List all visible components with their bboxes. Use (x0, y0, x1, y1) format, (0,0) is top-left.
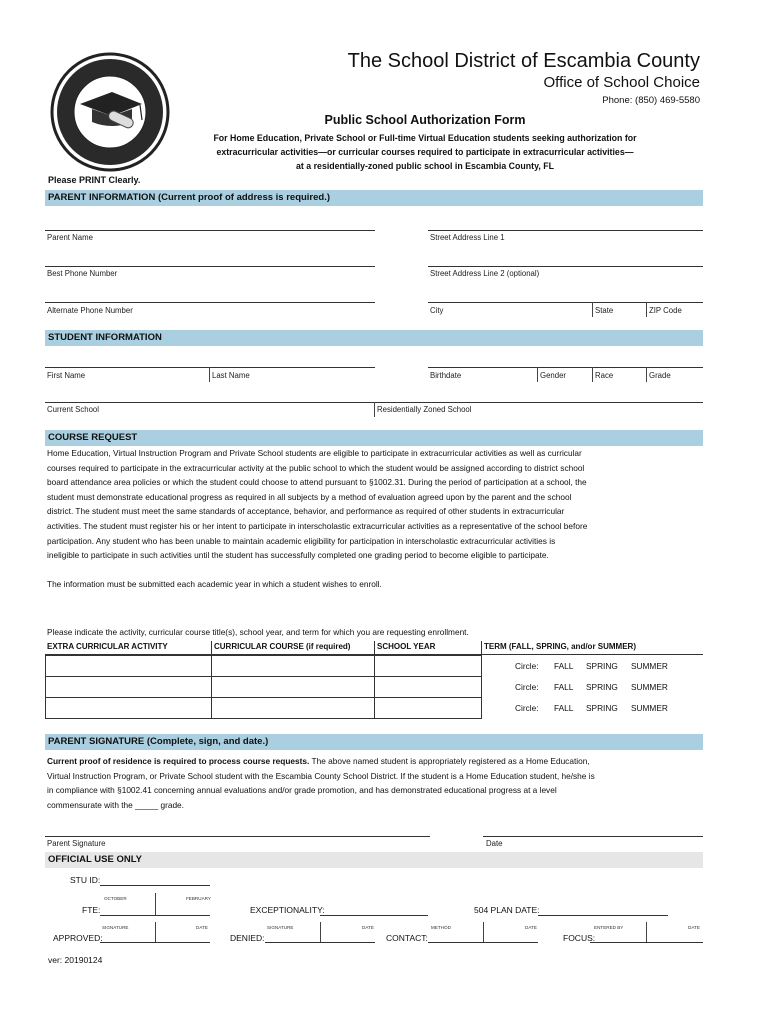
focus-label: FOCUS: (563, 933, 596, 943)
fte-divider (155, 893, 156, 915)
street1-field[interactable] (428, 230, 703, 231)
plan504-field[interactable] (538, 915, 668, 916)
grade-divider (646, 367, 647, 382)
contact-field[interactable] (428, 942, 538, 943)
parent-info-heading: PARENT INFORMATION (Current proof of address is required.) (45, 190, 703, 206)
print-note: Please PRINT Clearly. (48, 175, 141, 185)
row2-term-cell[interactable] (481, 676, 703, 698)
stu-id-field[interactable] (100, 885, 210, 886)
office-phone: Phone: (850) 469-5580 (602, 95, 700, 106)
row3-year-cell[interactable] (374, 697, 482, 719)
row1-term-cell[interactable] (481, 655, 703, 677)
gender-label: Gender (540, 371, 567, 380)
office-title: Office of School Choice (543, 74, 700, 91)
parent-name-field[interactable] (45, 230, 375, 231)
approved-date-small: DATE (196, 925, 208, 930)
row1-summer-option[interactable]: SUMMER (631, 661, 668, 671)
row3-spring-option[interactable]: SPRING (586, 703, 618, 713)
district-seal-logo (50, 52, 170, 172)
signature-heading: PARENT SIGNATURE (Complete, sign, and date.) (45, 734, 703, 750)
course-request-paragraph: Home Education, Virtual Instruction Program and Private School students are eligible to participate in extracurricular activities as well as curricular courses required to participate in the extracurricular activity at the public school to which the student would be assigned according to district school board attendance area policies or which the student could choose to attend pursuant to §1002.31. During the period of participation at a school, the student must demonstrate educational progress as required in all subjects by a method of evaluation agreed upon by the parent and the school district. The student must meet the same standards of acceptance, behavior, and performance as required of other students in extracurricular activities. The student must register his or her intent to participate in interscholastic extracurricular activities as a representative of the school before participation. Any student who has been unable to maintain academic eligibility for participation in interscholastic extracurricular activities is ineligible to participate in such activities until the student has successfully completed one grading period to become eligible to participate. (47, 448, 588, 561)
plan504-label: 504 PLAN DATE: (474, 905, 540, 915)
date-field[interactable] (483, 836, 703, 837)
row1-activity-cell[interactable] (45, 655, 212, 677)
row2-fall-option[interactable]: FALL (554, 682, 574, 692)
february-label: FEBRUARY (186, 896, 211, 901)
city-label: City (430, 306, 444, 315)
row1-circle-label: Circle: (515, 661, 539, 671)
last-name-label: Last Name (212, 371, 250, 380)
state-divider (592, 302, 593, 317)
row2-summer-option[interactable]: SUMMER (631, 682, 668, 692)
exceptionality-label: EXCEPTIONALITY: (250, 905, 325, 915)
form-subtitle: For Home Education, Private School or Full-time Virtual Education students seeking authorization for extracurricular activities—or curricular courses required to participate in extracurricular activities— at a residentially-zoned public school in Escambia County, FL (213, 133, 637, 171)
parent-signature-field[interactable] (45, 836, 430, 837)
row1-year-cell[interactable] (374, 655, 482, 677)
student-name-field[interactable] (45, 367, 375, 368)
col-school-year: SCHOOL YEAR (374, 641, 481, 655)
signature-paragraph: Current proof of residence is required to process course requests. The above named student is appropriately registered as a Home Education, Virtual Instruction Program, or Private School student with the Escambia County School District. If the student is a Home Education student, he/she is in compliance with §1002.41 concerning annual evaluations and/or grade promotion, and has demonstrated educational progress at a level commensurate with the _____ grade. (47, 756, 595, 810)
student-details-field[interactable] (428, 367, 703, 368)
zip-divider (646, 302, 647, 317)
denied-signature-small: SIGNATURE (267, 925, 294, 930)
col-term: TERM (FALL, SPRING, and/or SUMMER) (481, 641, 703, 655)
parent-name-label: Parent Name (47, 233, 93, 242)
zoned-school-label: Residentially Zoned School (377, 405, 472, 414)
state-label: State (595, 306, 614, 315)
focus-date-small: DATE (688, 925, 700, 930)
approved-field[interactable] (100, 942, 210, 943)
row2-course-cell[interactable] (211, 676, 375, 698)
street1-label: Street Address Line 1 (430, 233, 505, 242)
contact-method-small: METHOD (431, 925, 451, 930)
city-state-zip-field[interactable] (428, 302, 703, 303)
col-curricular: CURRICULAR COURSE (if required) (211, 641, 374, 655)
annual-note: The information must be submitted each academic year in which a student wishes to enroll. (47, 579, 382, 589)
denied-label: DENIED: (230, 933, 265, 943)
street2-field[interactable] (428, 266, 703, 267)
parent-signature-label: Parent Signature (47, 839, 106, 848)
fte-field[interactable] (100, 915, 210, 916)
indicate-note: Please indicate the activity, curricular course title(s), school year, and term for which you are requesting enrollment. (47, 627, 469, 637)
form-title: Public School Authorization Form (324, 113, 526, 127)
fte-label: FTE: (82, 905, 101, 915)
contact-label: CONTACT: (386, 933, 428, 943)
row3-term-cell[interactable] (481, 697, 703, 719)
zip-label: ZIP Code (649, 306, 682, 315)
grade-label: Grade (649, 371, 671, 380)
row2-circle-label: Circle: (515, 682, 539, 692)
row2-spring-option[interactable]: SPRING (586, 682, 618, 692)
row3-circle-label: Circle: (515, 703, 539, 713)
birthdate-label: Birthdate (430, 371, 462, 380)
last-name-divider (209, 367, 210, 382)
stu-id-label: STU ID: (70, 875, 101, 885)
race-label: Race (595, 371, 614, 380)
focus-divider (646, 922, 647, 942)
alt-phone-field[interactable] (45, 302, 375, 303)
denied-field[interactable] (265, 942, 375, 943)
denied-date-small: DATE (362, 925, 374, 930)
best-phone-label: Best Phone Number (47, 269, 118, 278)
approved-divider (155, 922, 156, 942)
row3-fall-option[interactable]: FALL (554, 703, 574, 713)
row1-fall-option[interactable]: FALL (554, 661, 574, 671)
contact-date-small: DATE (525, 925, 537, 930)
date-label: Date (486, 839, 503, 848)
row3-summer-option[interactable]: SUMMER (631, 703, 668, 713)
row2-activity-cell[interactable] (45, 676, 212, 698)
residence-requirement: Current proof of residence is required to process course requests. (47, 756, 310, 766)
zoned-school-divider (374, 402, 375, 417)
alt-phone-label: Alternate Phone Number (47, 306, 133, 315)
october-label: OCTOBER (104, 896, 127, 901)
best-phone-field[interactable] (45, 266, 375, 267)
district-title: The School District of Escambia County (347, 50, 700, 72)
focus-entered-small: ENTERED BY (594, 925, 624, 930)
contact-divider (483, 922, 484, 942)
official-heading: OFFICIAL USE ONLY (45, 852, 703, 868)
exceptionality-field[interactable] (320, 915, 428, 916)
street2-label: Street Address Line 2 (optional) (430, 269, 540, 278)
current-school-label: Current School (47, 405, 100, 414)
gender-divider (537, 367, 538, 382)
focus-field[interactable] (590, 942, 703, 943)
row2-year-cell[interactable] (374, 676, 482, 698)
denied-divider (320, 922, 321, 942)
first-name-label: First Name (47, 371, 86, 380)
row1-course-cell[interactable] (211, 655, 375, 677)
race-divider (592, 367, 593, 382)
version-label: ver: 20190124 (48, 955, 103, 965)
col-extracurricular: EXTRA CURRICULAR ACTIVITY (45, 641, 211, 655)
course-request-heading: COURSE REQUEST (45, 430, 703, 446)
course-table (45, 641, 703, 720)
approved-label: APPROVED: (53, 933, 103, 943)
approved-signature-small: SIGNATURE (102, 925, 129, 930)
row3-course-cell[interactable] (211, 697, 375, 719)
row1-spring-option[interactable]: SPRING (586, 661, 618, 671)
student-info-heading: STUDENT INFORMATION (45, 330, 703, 346)
row3-activity-cell[interactable] (45, 697, 212, 719)
